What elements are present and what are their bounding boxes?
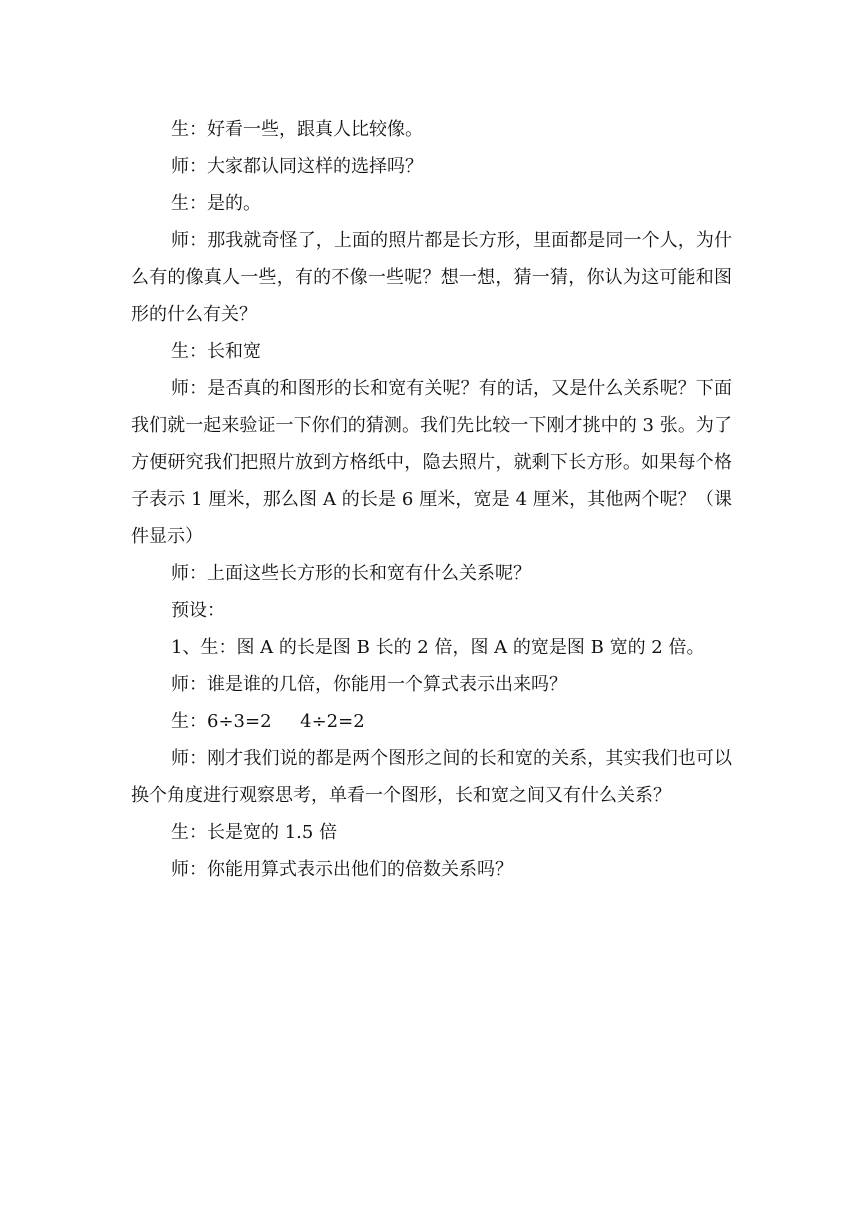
dialogue-paragraph: 师：刚才我们说的都是两个图形之间的长和宽的关系，其实我们也可以换个角度进行观察思考，单看一个图形，长和宽之间又有什么关系？ (131, 748, 732, 806)
document-body (131, 111, 732, 888)
dialogue-paragraph: 生：6÷3=2 4÷2=2 (171, 711, 365, 732)
dialogue-paragraph: 师：谁是谁的几倍，你能用一个算式表示出来吗？ (171, 674, 567, 695)
dialogue-paragraph: 师：你能用算式表示出他们的倍数关系吗？ (171, 859, 513, 880)
dialogue-paragraph: 生：长是宽的 1.5 倍 (171, 822, 338, 843)
dialogue-paragraph: 生：是的。 (171, 193, 261, 214)
dialogue-paragraph: 生：好看一些，跟真人比较像。 (171, 119, 423, 140)
dialogue-paragraph: 生：长和宽 (171, 341, 261, 362)
dialogue-paragraph: 1、生：图 A 的长是图 B 长的 2 倍，图 A 的宽是图 B 宽的 2 倍。 (171, 637, 705, 658)
dialogue-paragraph: 预设： (171, 600, 225, 621)
dialogue-paragraph: 师：是否真的和图形的长和宽有关呢？有的话，又是什么关系呢？下面我们就一起来验证一下你们的猜测。我们先比较一下刚才挑中的 3 张。为了方便研究我们把照片放到方格纸中，隐去照片，就剩下长方形。如果每个格子表示 1 厘米，那么图 A 的长是 6 厘米，宽是 4 厘米，其他两个呢？（课件显示） (131, 378, 732, 547)
dialogue-paragraph: 师：大家都认同这样的选择吗？ (171, 156, 423, 177)
dialogue-paragraph: 师：那我就奇怪了，上面的照片都是长方形，里面都是同一个人，为什么有的像真人一些，有的不像一些呢？想一想，猜一猜，你认为这可能和图形的什么有关？ (131, 230, 732, 325)
dialogue-paragraph: 师：上面这些长方形的长和宽有什么关系呢？ (171, 563, 531, 584)
